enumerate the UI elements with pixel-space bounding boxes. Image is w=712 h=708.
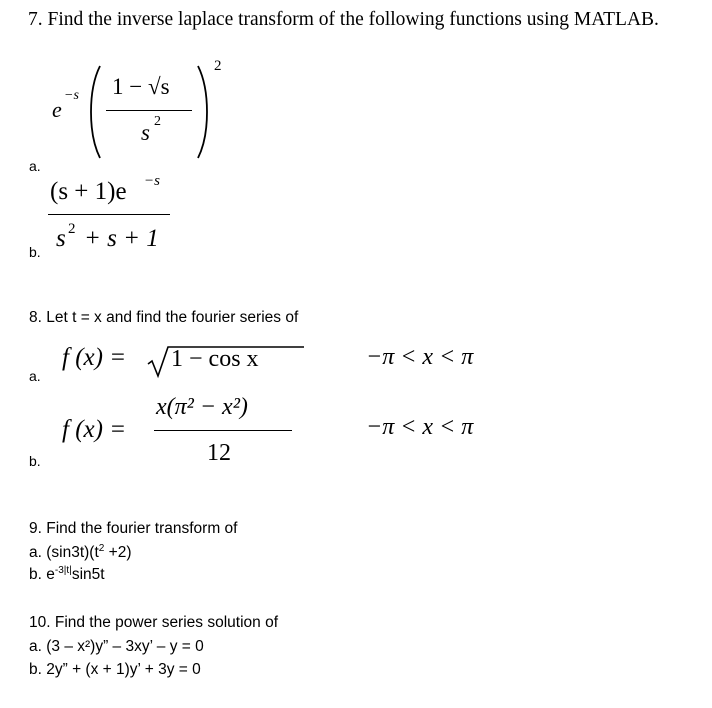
q7a-denominator-var: s [141, 120, 150, 145]
q7a-exp-base: e [52, 97, 62, 122]
q7a-fraction-bar [106, 110, 192, 111]
q7-title: 7. Find the inverse laplace transform of the following functions using MATLAB. [28, 9, 659, 30]
q8b-fraction-bar [154, 430, 292, 431]
q7b-numerator: (s + 1)e [50, 178, 127, 205]
q7a-numerator: 1 − √s [112, 74, 170, 99]
q10-title: 10. Find the power series solution of [29, 614, 278, 631]
q10b-line: b. 2y” + (x + 1)y’ + 3y = 0 [29, 661, 201, 678]
q9a-prefix: a. (sin3t)(t [29, 544, 99, 561]
q7a-denominator-power: 2 [154, 114, 161, 129]
q7b-label: b. [29, 244, 41, 260]
q8b-denominator: 12 [207, 440, 231, 466]
q7a-label: a. [29, 158, 41, 174]
q8a-interval: −π < x < π [366, 344, 474, 370]
q7b-fraction-bar [48, 214, 170, 215]
q7b-denominator-rest: + s + 1 [84, 225, 159, 252]
q8-title: 8. Let t = x and find the fourier series of [29, 309, 299, 326]
q8b-interval: −π < x < π [366, 414, 474, 440]
q9a-suffix: +2) [104, 544, 132, 561]
q7a-exp-power: −s [64, 88, 79, 103]
q8b-label: b. [29, 453, 41, 469]
q8a-radicand: 1 − cos x [171, 346, 259, 372]
q7b-numerator-power: −s [144, 173, 160, 189]
q9a-line [29, 544, 132, 562]
q8a-lhs: f (x) = [62, 344, 127, 371]
q7a-outer-power: 2 [214, 58, 222, 74]
q7b-denominator-power: 2 [68, 221, 76, 237]
q8b-lhs: f (x) = [62, 416, 127, 443]
q9-title: 9. Find the fourier transform of [29, 520, 238, 537]
q9b-prefix: b. e [29, 566, 55, 583]
q8b-numerator: x(π² − x²) [156, 394, 248, 420]
q9b-line [29, 566, 105, 584]
q10a-line: a. (3 – x²)y” – 3xy’ – y = 0 [29, 638, 204, 655]
q8a-label: a. [29, 368, 41, 384]
q9b-power: -3|t| [54, 564, 72, 576]
q7b-denominator-base: s [56, 225, 66, 252]
q9b-suffix: sin5t [71, 566, 105, 583]
q9a-power: 2 [98, 542, 105, 554]
